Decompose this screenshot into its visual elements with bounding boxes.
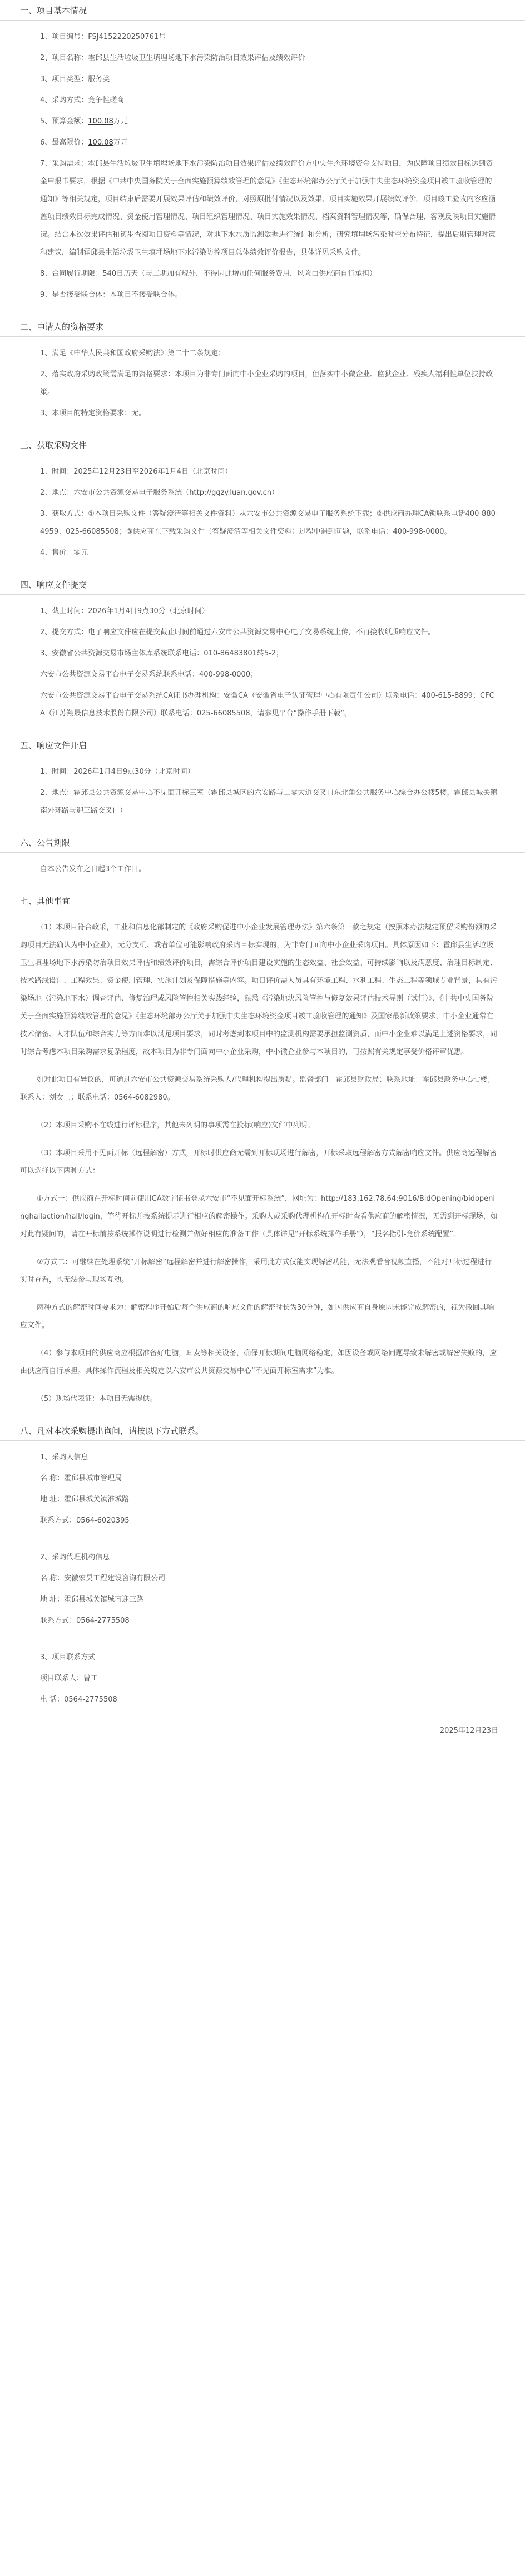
purchaser-name: 名 称：霍邱县城市管理局 bbox=[40, 1474, 122, 1483]
max-price-value: 100.08 bbox=[88, 138, 113, 147]
other-matter-1: （1）本项目符合政采，工业和信息化部制定的《政府采购促进中小企业发展管理办法》第六条第三款之规定（按照本办法规定预留采购份额的采购项目无法确认为中小企业），无分支机、或者单位可能影响政府采购目标实现的，为非专门面向中小企业采购项目。具体原因如下：霍邱县生活垃圾卫生填埋场地下水污染防治项目效果评估和绩效评价项目，需综合评价项目建设实施的生态效益、社会效益、可持续影响以及满意度、治理目标制定、技术路线设计、工程效果、资金使用管理、实施计划及保障措施等内容。项目评价需人员具有环境工程、水利工程、生态工程等领域专业背景，具有污染场地（污染地下水）调查评估、修复治理或风险管控相关实践经验，熟悉《污染地块风险管控与修复效果评估技术导则（试行）》、《中共中央国务院关于全面实施预算绩效管理的意见》《生态环境部办公厅关于加强中央生态环境资金项目竣工验收管理的通知》及国家最新政策要求，中小企业通常在技术储备、人才队伍和综合实力等方面难以满足项目要求，同时考虑到本项目中的监测机构需要承担监测资质，而中小企业难以满足上述资格要求，同时综合考虑本项目采购需求复杂程度，故本项目为非专门面向中小企业采购，中小微企业参与本项目的，可按照有关规定享受价格评审优惠。 bbox=[20, 923, 498, 1056]
section-divider bbox=[0, 336, 525, 337]
contract-period: 8、合同履行期限：540日历天（与工期加有规外，不得因此增加任何服务费用，风险由供应商自行承担） bbox=[40, 270, 377, 278]
document-price: 4、售价：零元 bbox=[40, 549, 88, 557]
other-matter-2: （2）本项目采购不在线进行评标程序，其他未列明的事项需在投标(响应)文件中列明。 bbox=[37, 1121, 315, 1130]
project-contact-phone: 电 话：0564-2775508 bbox=[40, 1695, 117, 1704]
section-divider bbox=[0, 1440, 525, 1441]
decrypt-method-1: ①方式一：供应商在开标时间前使用CA数字证书登录六安市“不见面开标系统”，网址为：http://183.162.78.64:9016/BidOpening/bidopeninghallaction/hall/login，等待开标并按系统提示进行相应的解密操作。采购人或采购代理机构在开标时查看供应商的解密情况，无需到开标现场，如对此有疑问的，请在开标前按系统操作说明进行检测并做好相应的准备工作（具体详见“开标系统操作手册”），“报名指引-竞价系统配置”。 bbox=[20, 1195, 498, 1239]
project-contact-title: 3、项目联系方式 bbox=[40, 1653, 96, 1662]
agency-phone: 联系方式：0564-2775508 bbox=[40, 1617, 130, 1625]
procurement-method: 4、采购方式：竞争性磋商 bbox=[40, 96, 125, 105]
section-title-other-matters: 七、其他事宜 bbox=[20, 896, 71, 906]
decrypt-method-2: ②方式二：可继续在处理系统“开标解密”远程解密并进行解密操作，采用此方式仅能实现解密功能，无法观看音视频直播，不能对开标过程进行实时查看，也无法参与现场互动。 bbox=[20, 1258, 492, 1284]
supervision-info: 如对此项目有异议的，可通过六安市公共资源交易系统采购人/代理机构提出质疑。监督部门：霍邱县财政局；联系地址：霍邱县政务中心七楼；联系人：刘女士；联系电话：0564-6082980。 bbox=[20, 1076, 495, 1102]
budget-amount bbox=[20, 113, 498, 131]
section-title-submission: 四、响应文件提交 bbox=[20, 580, 87, 590]
purchaser-title: 1、采购人信息 bbox=[40, 1453, 88, 1461]
obtain-location: 2、地点：六安市公共资源交易电子服务系统（http://ggzy.luan.gov.cn） bbox=[40, 489, 279, 497]
notice-period: 自本公告发布之日起3个工作日。 bbox=[40, 865, 146, 873]
budget-label: 5、预算金额： bbox=[40, 117, 88, 126]
other-matter-4: （4）参与本项目的供应商应根据准备好电脑，耳麦等相关设备，确保开标期间电脑网络稳定，如因设备或网络问题导致未解密或解密失败的，应由供应商自行承担。具体操作流程及相关规定以六安市公共资源交易中心“不见面开标室需求”为准。 bbox=[20, 1349, 497, 1375]
project-name: 2、项目名称：霍邱县生活垃圾卫生填埋场地下水污染防治项目效果评估及绩效评价 bbox=[40, 54, 305, 62]
section-title-opening: 五、响应文件开启 bbox=[20, 740, 87, 750]
trading-system-phone: 六安市公共资源交易平台电子交易系统联系电话：400-998-0000； bbox=[40, 670, 258, 679]
publish-date: 2025年12月23日 bbox=[439, 1727, 498, 1735]
max-price-unit: 万元 bbox=[113, 138, 128, 147]
decrypt-time-requirement: 两种方式的解密时间要求为：解密程序开始后每个供应商的响应文件的解密时长为30分钟，如因供应商自身原因未能完成解密的，视为撤回其响应文件。 bbox=[20, 1304, 494, 1330]
procurement-requirements: 7、采购需求：霍邱县生活垃圾卫生填埋场地下水污染防治项目效果评估及绩效评价方中央生态环境资金支持项目，为保障项目绩效目标达到资金申报书要求，根据《中共中央国务院关于全面实施预算绩效管理的意见》《生态环境部办公厅关于加强中央生态环境资金项目竣工验收管理的通知》等相关规定，项目结束后需要开展效果评估和绩效评价，对照原批付情况以及效果、项目实施效果开展绩效评价。项目竣工验收内容应涵盖项目绩效目标完成情况、资金使用管理情况、项目组织管理情况、项目实施效果情况、档案资料管理情况等，确保合理、客观反映项目实施情况。结合本次效果评估和初步查阅项目资料等情况，对地下水水质监测数据进行统计和分析，研究填埋场污染时空分布特征，提出后期管理对策和建议，编制霍邱县生活垃圾卫生填埋场地下水污染防控项目总体绩效评价报告，具体详见采购文件。 bbox=[40, 160, 496, 257]
project-type: 3、项目类型：服务类 bbox=[40, 75, 110, 83]
obtain-method: 3、获取方式：①本项目采购文件（答疑澄清等相关文件资料）从六安市公共资源交易电子服务系统下载；②供应商办理CA锁联系电话400-880-4959、025-66085508；③供应商在下载采购文件（答疑澄清等相关文件资料）过程中遇到问题，联系电话：400-998-0000。 bbox=[40, 510, 498, 536]
budget-unit: 万元 bbox=[113, 117, 128, 126]
project-number: 1、项目编号：FSJ4152220250761号 bbox=[40, 33, 166, 41]
spacer bbox=[20, 1633, 498, 1645]
purchaser-address: 地 址：霍邱县城关镇淮城路 bbox=[40, 1495, 130, 1504]
submission-deadline: 1、截止时间：2026年1月4日9点30分（北京时间） bbox=[40, 607, 209, 615]
max-price bbox=[20, 134, 498, 152]
budget-value: 100.08 bbox=[88, 117, 113, 126]
section-divider bbox=[0, 20, 525, 21]
qualification-1: 1、满足《中华人民共和国政府采购法》第二十二条规定； bbox=[40, 349, 226, 357]
project-contact-person: 项目联系人：曾工 bbox=[40, 1674, 98, 1683]
spacer bbox=[20, 1533, 498, 1545]
section-title-qualifications: 二、申请人的资格要求 bbox=[20, 322, 104, 332]
section-divider bbox=[0, 594, 525, 595]
submission-method: 2、提交方式：电子响应文件应在提交截止时间前通过六安市公共资源交易中心电子交易系统上传，不再接收纸质响应文件。 bbox=[40, 628, 435, 636]
agency-address: 地 址：霍邱县城关镇城南迎三路 bbox=[40, 1595, 144, 1604]
opening-location: 2、地点：霍邱县公共资源交易中心不见面开标三室（霍邱县城区的六安路与二零大道交叉口东北角公共服务中心综合办公楼5楼，霍邱县城关镇南外环路与迎三路交叉口） bbox=[40, 789, 498, 815]
section-title-notice-period: 六、公告期限 bbox=[20, 838, 71, 848]
section-title-basic-info: 一、项目基本情况 bbox=[20, 6, 87, 16]
qualification-3: 3、本项目的特定资格要求：无。 bbox=[40, 409, 146, 417]
other-matter-3: （3）本项目采用不见面开标（远程解密）方式，开标时供应商无需到开标现场进行解密，开标采取远程解密方式解密响应文件。供应商远程解密可以选择以下两种方式： bbox=[20, 1149, 497, 1175]
other-matter-5: （5）现场代表证：本项目无需提供。 bbox=[37, 1395, 157, 1403]
agency-name: 名 称：安徽宏昊工程建设咨询有限公司 bbox=[40, 1574, 166, 1583]
subject-system-phone: 3、安徽省公共资源交易市场主体库系统联系电话：010-86483801转5-2； bbox=[40, 649, 284, 658]
agency-title: 2、采购代理机构信息 bbox=[40, 1553, 110, 1561]
ca-certificate-info: 六安市公共资源交易平台电子交易系统CA证书办理机构：安徽CA（安徽省电子认证管理中心有限责任公司）联系电话：400-615-8899；CFCA（江苏翔晟信息技术股份有限公司）联系电话：025-66085508，请参见平台“操作手册下载”。 bbox=[40, 692, 494, 718]
section-title-contact: 八、凡对本次采购提出询问，请按以下方式联系。 bbox=[20, 1426, 204, 1436]
qualification-2: 2、落实政府采购政策需满足的资格要求：本项目为非专门面向中小企业采购的项目，但落实中小微企业、监狱企业、残疾人福利性单位扶持政策。 bbox=[40, 370, 493, 396]
obtain-time: 1、时间：2025年12月23日至2026年1月4日（北京时间） bbox=[40, 468, 232, 476]
max-price-label: 6、最高限价： bbox=[40, 138, 88, 147]
section-title-obtain-documents: 三、获取采购文件 bbox=[20, 440, 87, 450]
consortium-acceptance: 9、是否接受联合体：本项目不接受联合体。 bbox=[40, 291, 182, 299]
purchaser-phone: 联系方式：0564-6020395 bbox=[40, 1516, 130, 1525]
section-divider bbox=[0, 852, 525, 853]
opening-time: 1、时间：2026年1月4日9点30分（北京时间） bbox=[40, 768, 195, 776]
